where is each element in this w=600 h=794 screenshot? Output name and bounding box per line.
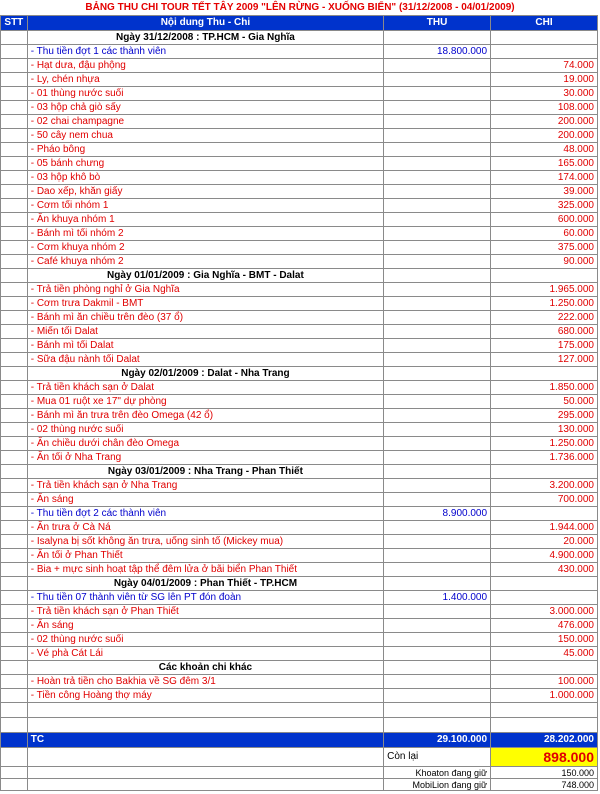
row-thu-amount bbox=[384, 647, 491, 661]
row-thu-cell bbox=[384, 367, 491, 381]
expense-row bbox=[1, 409, 598, 423]
section-header-row bbox=[1, 367, 598, 381]
expense-row bbox=[1, 675, 598, 689]
row-chi-amount: 222.000 bbox=[491, 311, 598, 325]
row-description: - Trả tiền khách sạn ở Phan Thiết bbox=[27, 605, 383, 619]
row-stt-cell bbox=[1, 451, 28, 465]
expense-row bbox=[1, 619, 598, 633]
row-thu-amount: 8.900.000 bbox=[384, 507, 491, 521]
row-description: - Cơm khuya nhóm 2 bbox=[27, 241, 383, 255]
row-stt-cell bbox=[1, 605, 28, 619]
income-row bbox=[1, 507, 598, 521]
header-stt: STT bbox=[1, 16, 28, 31]
row-stt-cell bbox=[1, 213, 28, 227]
row-chi-amount: 1.965.000 bbox=[491, 283, 598, 297]
totals-label: TC bbox=[27, 733, 383, 748]
row-chi-amount: 20.000 bbox=[491, 535, 598, 549]
income-row bbox=[1, 591, 598, 605]
row-description: - Ăn trưa ở Cà Ná bbox=[27, 521, 383, 535]
row-chi-amount: 130.000 bbox=[491, 423, 598, 437]
row-thu-amount bbox=[384, 171, 491, 185]
row-description: - Cơm tối nhóm 1 bbox=[27, 199, 383, 213]
row-stt-cell bbox=[1, 535, 28, 549]
row-thu-amount bbox=[384, 115, 491, 129]
expense-row bbox=[1, 605, 598, 619]
expense-row bbox=[1, 241, 598, 255]
blank-cell bbox=[491, 718, 598, 733]
expense-row bbox=[1, 689, 598, 703]
row-chi-amount bbox=[491, 591, 598, 605]
row-stt-cell bbox=[1, 143, 28, 157]
balance-row bbox=[1, 748, 598, 767]
header-thu: THU bbox=[384, 16, 491, 31]
row-chi-amount: 175.000 bbox=[491, 339, 598, 353]
expense-row bbox=[1, 423, 598, 437]
row-stt-cell bbox=[1, 87, 28, 101]
row-description: - Bánh mì tối Dalat bbox=[27, 339, 383, 353]
row-chi-amount: 295.000 bbox=[491, 409, 598, 423]
row-stt-cell bbox=[1, 563, 28, 577]
row-description: - Sữa đậu nành tối Dalat bbox=[27, 353, 383, 367]
row-description: - Bánh mì ăn trưa trên đèo Omega (42 ổ) bbox=[27, 409, 383, 423]
holder-spacer bbox=[27, 779, 383, 791]
section-title: Ngày 31/12/2008 : TP.HCM - Gia Nghĩa bbox=[27, 31, 383, 45]
row-chi-amount: 48.000 bbox=[491, 143, 598, 157]
expense-row bbox=[1, 633, 598, 647]
row-thu-amount bbox=[384, 143, 491, 157]
row-description: - Café khuya nhóm 2 bbox=[27, 255, 383, 269]
section-header-row bbox=[1, 661, 598, 675]
expense-row bbox=[1, 311, 598, 325]
expense-row bbox=[1, 535, 598, 549]
holder-value: 748.000 bbox=[491, 779, 598, 791]
row-chi-amount: 50.000 bbox=[491, 395, 598, 409]
row-stt-cell bbox=[1, 73, 28, 87]
row-description: - 05 bánh chưng bbox=[27, 157, 383, 171]
blank-cell bbox=[491, 703, 598, 718]
row-stt-cell bbox=[1, 339, 28, 353]
row-thu-amount bbox=[384, 241, 491, 255]
row-stt-cell bbox=[1, 661, 28, 675]
row-description: - Bia + mực sinh hoạt tập thể đêm lửa ở bãi biển Phan Thiết bbox=[27, 563, 383, 577]
row-stt-cell bbox=[1, 395, 28, 409]
row-description: - Tiền công Hoàng thợ máy bbox=[27, 689, 383, 703]
row-thu-amount bbox=[384, 675, 491, 689]
row-thu-amount bbox=[384, 325, 491, 339]
row-stt-cell bbox=[1, 45, 28, 59]
holder-stt-cell bbox=[1, 767, 28, 779]
row-thu-amount bbox=[384, 633, 491, 647]
row-stt-cell bbox=[1, 59, 28, 73]
row-chi-cell bbox=[491, 269, 598, 283]
row-thu-amount bbox=[384, 619, 491, 633]
row-stt-cell bbox=[1, 633, 28, 647]
row-description: - Hạt dưa, đậu phộng bbox=[27, 59, 383, 73]
row-description: - Isalyna bị sốt không ăn trưa, uống sinh tố (Mickey mua) bbox=[27, 535, 383, 549]
row-thu-amount bbox=[384, 297, 491, 311]
row-description: - 50 cây nem chua bbox=[27, 129, 383, 143]
expense-row bbox=[1, 129, 598, 143]
row-stt-cell bbox=[1, 577, 28, 591]
row-chi-amount: 4.900.000 bbox=[491, 549, 598, 563]
holder-row bbox=[1, 767, 598, 779]
row-chi-amount: 150.000 bbox=[491, 633, 598, 647]
row-chi-amount: 1.850.000 bbox=[491, 381, 598, 395]
row-description: - Thu tiền đợt 1 các thành viên bbox=[27, 45, 383, 59]
row-description: - Dao xếp, khăn giấy bbox=[27, 185, 383, 199]
row-thu-cell bbox=[384, 31, 491, 45]
row-stt-cell bbox=[1, 325, 28, 339]
row-chi-amount: 430.000 bbox=[491, 563, 598, 577]
ledger-table bbox=[0, 15, 598, 791]
row-stt-cell bbox=[1, 115, 28, 129]
row-thu-amount bbox=[384, 521, 491, 535]
totals-row bbox=[1, 733, 598, 748]
expense-row bbox=[1, 157, 598, 171]
row-description: - 01 thùng nước suối bbox=[27, 87, 383, 101]
section-header-row bbox=[1, 269, 598, 283]
row-thu-amount bbox=[384, 493, 491, 507]
row-chi-amount: 1.000.000 bbox=[491, 689, 598, 703]
row-description: - Trả tiền khách sạn ở Dalat bbox=[27, 381, 383, 395]
blank-cell bbox=[384, 718, 491, 733]
row-chi-amount: 3.000.000 bbox=[491, 605, 598, 619]
row-stt-cell bbox=[1, 227, 28, 241]
row-stt-cell bbox=[1, 283, 28, 297]
expense-row bbox=[1, 339, 598, 353]
row-stt-cell bbox=[1, 31, 28, 45]
balance-label: Còn lại bbox=[384, 748, 491, 767]
totals-thu: 29.100.000 bbox=[384, 733, 491, 748]
expense-row bbox=[1, 493, 598, 507]
row-description: - Pháo bông bbox=[27, 143, 383, 157]
blank-cell bbox=[384, 703, 491, 718]
expense-row bbox=[1, 213, 598, 227]
row-thu-amount bbox=[384, 549, 491, 563]
row-thu-amount bbox=[384, 283, 491, 297]
row-stt-cell bbox=[1, 493, 28, 507]
expense-row bbox=[1, 87, 598, 101]
row-stt-cell bbox=[1, 269, 28, 283]
row-stt-cell bbox=[1, 409, 28, 423]
row-thu-amount: 1.400.000 bbox=[384, 591, 491, 605]
row-stt-cell bbox=[1, 647, 28, 661]
header-row bbox=[1, 16, 598, 31]
row-chi-amount bbox=[491, 45, 598, 59]
row-description: - 02 chai champagne bbox=[27, 115, 383, 129]
holder-name: MobiLion đang giữ bbox=[384, 779, 491, 791]
balance-value: 898.000 bbox=[491, 748, 598, 767]
row-chi-amount: 165.000 bbox=[491, 157, 598, 171]
row-stt-cell bbox=[1, 479, 28, 493]
row-chi-amount: 19.000 bbox=[491, 73, 598, 87]
row-chi-amount bbox=[491, 507, 598, 521]
row-description: - Ăn khuya nhóm 1 bbox=[27, 213, 383, 227]
row-thu-amount bbox=[384, 311, 491, 325]
row-thu-amount bbox=[384, 199, 491, 213]
row-chi-amount: 74.000 bbox=[491, 59, 598, 73]
row-description: - Ăn sáng bbox=[27, 619, 383, 633]
row-stt-cell bbox=[1, 199, 28, 213]
row-stt-cell bbox=[1, 675, 28, 689]
expense-row bbox=[1, 171, 598, 185]
row-stt-cell bbox=[1, 129, 28, 143]
header-desc: Nội dung Thu - Chi bbox=[27, 16, 383, 31]
row-thu-amount bbox=[384, 479, 491, 493]
row-chi-cell bbox=[491, 465, 598, 479]
sheet-title: BẢNG THU CHI TOUR TẾT TÂY 2009 "LÊN RỪNG - XUỐNG BIỂN" (31/12/2008 - 04/01/2009) bbox=[85, 2, 515, 13]
expense-row bbox=[1, 73, 598, 87]
row-stt-cell bbox=[1, 311, 28, 325]
row-stt-cell bbox=[1, 619, 28, 633]
row-chi-amount: 60.000 bbox=[491, 227, 598, 241]
row-description: - Ăn tối ở Nha Trang bbox=[27, 451, 383, 465]
row-description: - 02 thùng nước suối bbox=[27, 423, 383, 437]
expense-row bbox=[1, 325, 598, 339]
row-chi-amount: 108.000 bbox=[491, 101, 598, 115]
holder-value: 150.000 bbox=[491, 767, 598, 779]
blank-row bbox=[1, 703, 598, 718]
section-header-row bbox=[1, 465, 598, 479]
row-chi-amount: 174.000 bbox=[491, 171, 598, 185]
section-title: Ngày 04/01/2009 : Phan Thiết - TP.HCM bbox=[27, 577, 383, 591]
row-thu-amount bbox=[384, 423, 491, 437]
row-description: - Mua 01 ruột xe 17" dự phòng bbox=[27, 395, 383, 409]
row-description: - 03 hộp khô bò bbox=[27, 171, 383, 185]
expense-row bbox=[1, 227, 598, 241]
row-thu-cell bbox=[384, 269, 491, 283]
row-chi-amount: 1.250.000 bbox=[491, 297, 598, 311]
expense-row bbox=[1, 437, 598, 451]
row-thu-amount bbox=[384, 353, 491, 367]
row-description: - Ăn sáng bbox=[27, 493, 383, 507]
row-description: - 02 thùng nước suối bbox=[27, 633, 383, 647]
expense-row bbox=[1, 59, 598, 73]
row-description: - Thu tiền 07 thành viên từ SG lên PT đón đoàn bbox=[27, 591, 383, 605]
row-chi-amount: 200.000 bbox=[491, 115, 598, 129]
income-row bbox=[1, 45, 598, 59]
row-description: - Trả tiền phòng nghỉ ở Gia Nghĩa bbox=[27, 283, 383, 297]
row-thu-amount bbox=[384, 87, 491, 101]
blank-row bbox=[1, 718, 598, 733]
expense-row bbox=[1, 395, 598, 409]
row-thu-amount bbox=[384, 227, 491, 241]
row-thu-amount bbox=[384, 157, 491, 171]
row-chi-amount: 39.000 bbox=[491, 185, 598, 199]
blank-cell bbox=[1, 718, 28, 733]
row-thu-amount bbox=[384, 563, 491, 577]
holder-row bbox=[1, 779, 598, 791]
row-stt-cell bbox=[1, 521, 28, 535]
section-header-row bbox=[1, 577, 598, 591]
row-stt-cell bbox=[1, 185, 28, 199]
expense-row bbox=[1, 255, 598, 269]
blank-cell bbox=[1, 703, 28, 718]
expense-row bbox=[1, 283, 598, 297]
row-chi-amount: 3.200.000 bbox=[491, 479, 598, 493]
row-thu-amount bbox=[384, 255, 491, 269]
row-description: - Thu tiền đợt 2 các thành viên bbox=[27, 507, 383, 521]
row-description: - 03 hộp chả giò sấy bbox=[27, 101, 383, 115]
row-stt-cell bbox=[1, 549, 28, 563]
section-title: Ngày 02/01/2009 : Dalat - Nha Trang bbox=[27, 367, 383, 381]
holder-stt-cell bbox=[1, 779, 28, 791]
row-thu-amount bbox=[384, 409, 491, 423]
row-thu-amount bbox=[384, 689, 491, 703]
row-thu-amount bbox=[384, 213, 491, 227]
row-description: - Cơm trưa Dakmil - BMT bbox=[27, 297, 383, 311]
row-description: - Ăn tối ở Phan Thiết bbox=[27, 549, 383, 563]
row-chi-amount: 1.250.000 bbox=[491, 437, 598, 451]
row-chi-amount: 1.736.000 bbox=[491, 451, 598, 465]
row-chi-cell bbox=[491, 367, 598, 381]
totals-stt-cell bbox=[1, 733, 28, 748]
row-thu-amount bbox=[384, 395, 491, 409]
expense-row bbox=[1, 563, 598, 577]
row-chi-cell bbox=[491, 31, 598, 45]
row-description: - Ăn chiều dưới chân đèo Omega bbox=[27, 437, 383, 451]
row-chi-amount: 600.000 bbox=[491, 213, 598, 227]
section-title: Ngày 01/01/2009 : Gia Nghĩa - BMT - Dalat bbox=[27, 269, 383, 283]
expense-row bbox=[1, 185, 598, 199]
expense-row bbox=[1, 353, 598, 367]
row-thu-amount bbox=[384, 381, 491, 395]
expense-row bbox=[1, 521, 598, 535]
holder-name: Khoaton đang giữ bbox=[384, 767, 491, 779]
totals-chi: 28.202.000 bbox=[491, 733, 598, 748]
row-stt-cell bbox=[1, 171, 28, 185]
row-stt-cell bbox=[1, 507, 28, 521]
section-title: Ngày 03/01/2009 : Nha Trang - Phan Thiết bbox=[27, 465, 383, 479]
row-chi-cell bbox=[491, 577, 598, 591]
row-chi-amount: 30.000 bbox=[491, 87, 598, 101]
expense-row bbox=[1, 101, 598, 115]
expense-row bbox=[1, 647, 598, 661]
blank-cell bbox=[27, 718, 383, 733]
row-chi-amount: 700.000 bbox=[491, 493, 598, 507]
expense-row bbox=[1, 143, 598, 157]
row-chi-amount: 127.000 bbox=[491, 353, 598, 367]
expense-row bbox=[1, 115, 598, 129]
blank-cell bbox=[27, 703, 383, 718]
row-stt-cell bbox=[1, 689, 28, 703]
row-stt-cell bbox=[1, 353, 28, 367]
row-description: - Trả tiền khách sạn ở Nha Trang bbox=[27, 479, 383, 493]
row-description: - Bánh mì ăn chiều trên đèo (37 ổ) bbox=[27, 311, 383, 325]
row-stt-cell bbox=[1, 297, 28, 311]
balance-spacer bbox=[27, 748, 383, 767]
section-title: Các khoản chi khác bbox=[27, 661, 383, 675]
row-stt-cell bbox=[1, 255, 28, 269]
row-description: - Hoàn trả tiền cho Bakhia về SG đêm 3/1 bbox=[27, 675, 383, 689]
row-thu-amount bbox=[384, 437, 491, 451]
header-chi: CHI bbox=[491, 16, 598, 31]
row-stt-cell bbox=[1, 101, 28, 115]
row-thu-amount bbox=[384, 129, 491, 143]
row-stt-cell bbox=[1, 591, 28, 605]
row-stt-cell bbox=[1, 157, 28, 171]
expense-row bbox=[1, 479, 598, 493]
row-thu-amount bbox=[384, 101, 491, 115]
row-thu-cell bbox=[384, 465, 491, 479]
row-thu-amount bbox=[384, 59, 491, 73]
row-thu-amount bbox=[384, 185, 491, 199]
row-thu-amount bbox=[384, 339, 491, 353]
balance-stt-cell bbox=[1, 748, 28, 767]
expense-row bbox=[1, 297, 598, 311]
row-stt-cell bbox=[1, 241, 28, 255]
row-chi-amount: 375.000 bbox=[491, 241, 598, 255]
row-description: - Miến tối Dalat bbox=[27, 325, 383, 339]
row-description: - Bánh mì tối nhóm 2 bbox=[27, 227, 383, 241]
row-chi-amount: 200.000 bbox=[491, 129, 598, 143]
expense-row bbox=[1, 549, 598, 563]
row-chi-amount: 325.000 bbox=[491, 199, 598, 213]
row-chi-amount: 680.000 bbox=[491, 325, 598, 339]
row-stt-cell bbox=[1, 367, 28, 381]
row-chi-amount: 45.000 bbox=[491, 647, 598, 661]
row-thu-amount: 18.800.000 bbox=[384, 45, 491, 59]
row-thu-amount bbox=[384, 605, 491, 619]
row-thu-cell bbox=[384, 577, 491, 591]
row-thu-amount bbox=[384, 535, 491, 549]
row-chi-amount: 476.000 bbox=[491, 619, 598, 633]
holder-spacer bbox=[27, 767, 383, 779]
expense-row bbox=[1, 381, 598, 395]
row-chi-amount: 100.000 bbox=[491, 675, 598, 689]
section-header-row bbox=[1, 31, 598, 45]
row-chi-cell bbox=[491, 661, 598, 675]
row-description: - Ly, chén nhựa bbox=[27, 73, 383, 87]
row-stt-cell bbox=[1, 437, 28, 451]
row-thu-cell bbox=[384, 661, 491, 675]
row-thu-amount bbox=[384, 73, 491, 87]
row-thu-amount bbox=[384, 451, 491, 465]
row-description: - Vé phà Cát Lái bbox=[27, 647, 383, 661]
expense-row bbox=[1, 451, 598, 465]
row-stt-cell bbox=[1, 423, 28, 437]
row-chi-amount: 90.000 bbox=[491, 255, 598, 269]
row-stt-cell bbox=[1, 381, 28, 395]
row-stt-cell bbox=[1, 465, 28, 479]
expense-row bbox=[1, 199, 598, 213]
row-chi-amount: 1.944.000 bbox=[491, 521, 598, 535]
